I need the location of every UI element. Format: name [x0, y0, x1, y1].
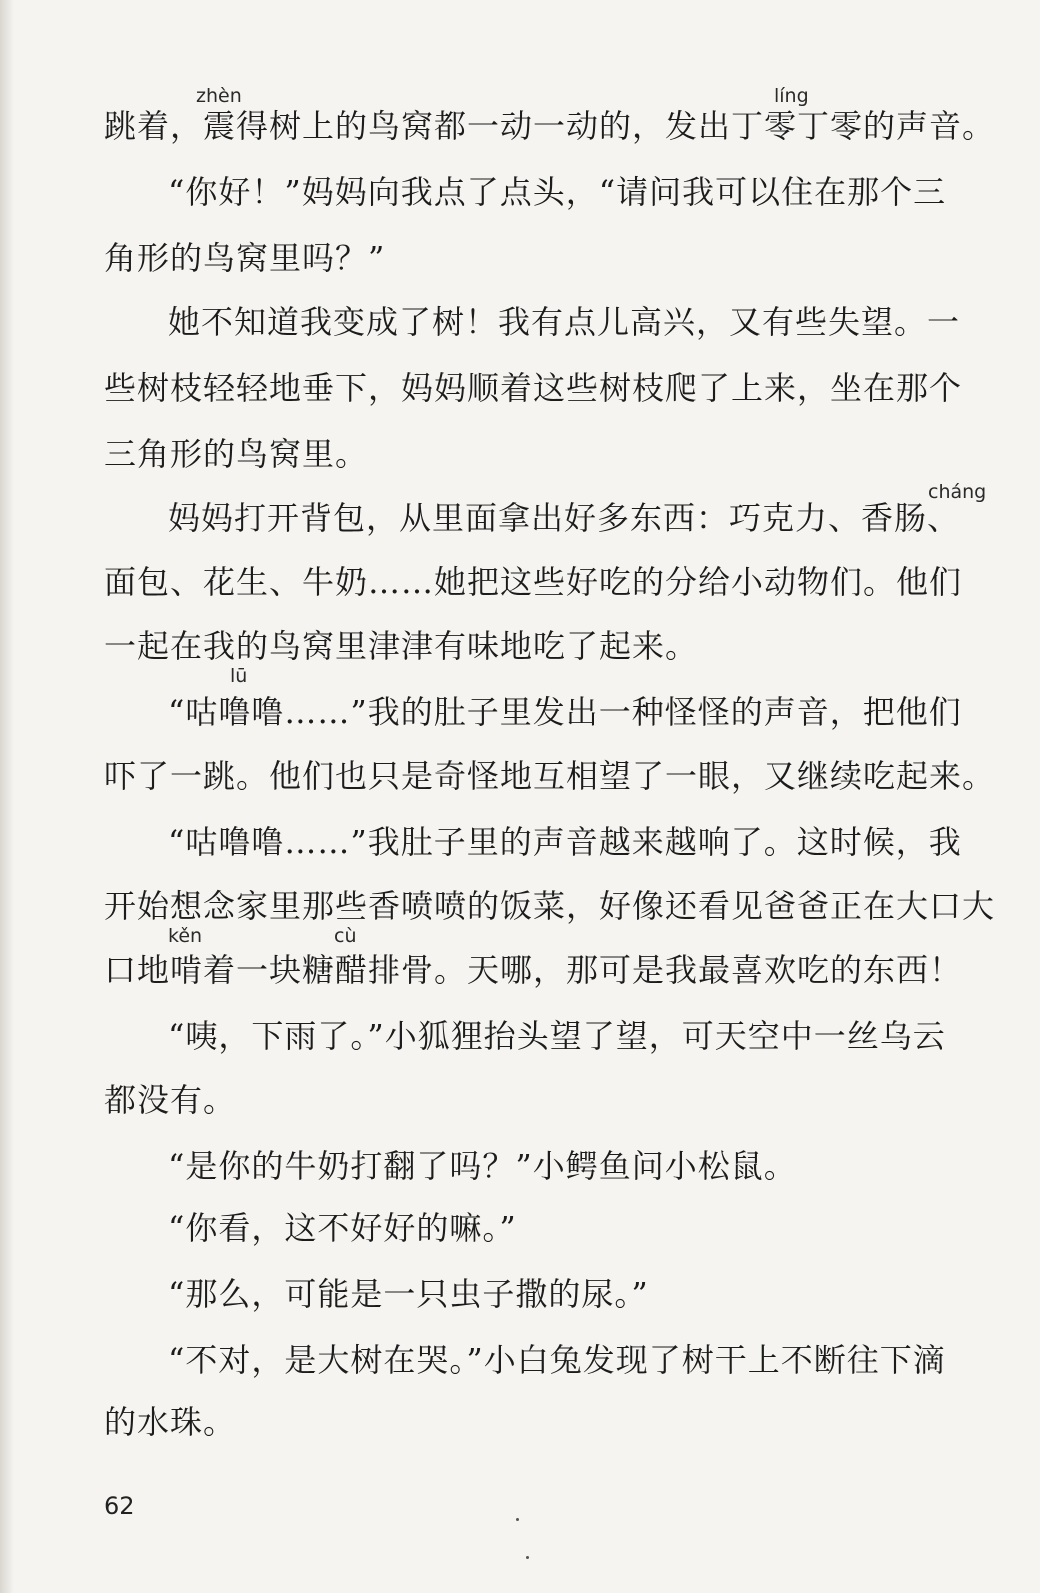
- pinyin-zhen: zhèn: [196, 85, 242, 107]
- page-number: 62: [104, 1492, 135, 1520]
- text-line: 的水珠。: [104, 1403, 237, 1441]
- text-line: 些树枝轻轻地垂下，妈妈顺着这些树枝爬了上来，坐在那个: [104, 369, 963, 407]
- paper-speck: [516, 1518, 519, 1521]
- text-line: 三角形的鸟窝里。: [104, 435, 369, 473]
- text-line: “不对，是大树在哭。”小白兔发现了树干上不断往下滴: [168, 1341, 946, 1379]
- text-line: 面包、花生、牛奶……她把这些好吃的分给小动物们。他们: [104, 563, 963, 601]
- paper-speck: [526, 1556, 529, 1559]
- text-line: “那么，可能是一只虫子撒的尿。”: [168, 1275, 649, 1313]
- text-line: 跳着，震得树上的鸟窝都一动一动的，发出丁零丁零的声音。: [104, 107, 996, 145]
- text-line: “是你的牛奶打翻了吗？”小鳄鱼问小松鼠。: [168, 1147, 797, 1185]
- pinyin-chang: cháng: [928, 481, 987, 503]
- text-line: 一起在我的鸟窝里津津有味地吃了起来。: [104, 627, 699, 665]
- text-line: 口地啃着一块糖醋排骨。天哪，那可是我最喜欢吃的东西！: [104, 951, 963, 989]
- text-line: 她不知道我变成了树！我有点儿高兴，又有些失望。一: [168, 303, 961, 341]
- text-line: 都没有。: [104, 1081, 237, 1119]
- text-line: 角形的鸟窝里吗？”: [104, 239, 386, 277]
- pinyin-ken: kěn: [168, 925, 203, 947]
- text-line: 吓了一跳。他们也只是奇怪地互相望了一眼，又继续吃起来。: [104, 757, 996, 795]
- text-line: 妈妈打开背包，从里面拿出好多东西：巧克力、香肠、: [168, 499, 961, 537]
- pinyin-cu: cù: [334, 925, 357, 947]
- text-line: 开始想念家里那些香喷喷的饭菜，好像还看见爸爸正在大口大: [104, 887, 996, 925]
- pinyin-ling: líng: [774, 85, 809, 107]
- text-line: “你看，这不好好的嘛。”: [168, 1209, 517, 1247]
- page-gutter-shadow: [0, 0, 14, 1593]
- text-line: “你好！”妈妈向我点了点头，“请问我可以住在那个三: [168, 173, 947, 211]
- text-line: “咕噜噜……”我肚子里的声音越来越响了。这时候，我: [168, 823, 962, 861]
- pinyin-lu: lū: [230, 665, 248, 687]
- text-line: “咦，下雨了。”小狐狸抬头望了望，可天空中一丝乌云: [168, 1017, 946, 1055]
- text-line: “咕噜噜……”我的肚子里发出一种怪怪的声音，把他们: [168, 693, 962, 731]
